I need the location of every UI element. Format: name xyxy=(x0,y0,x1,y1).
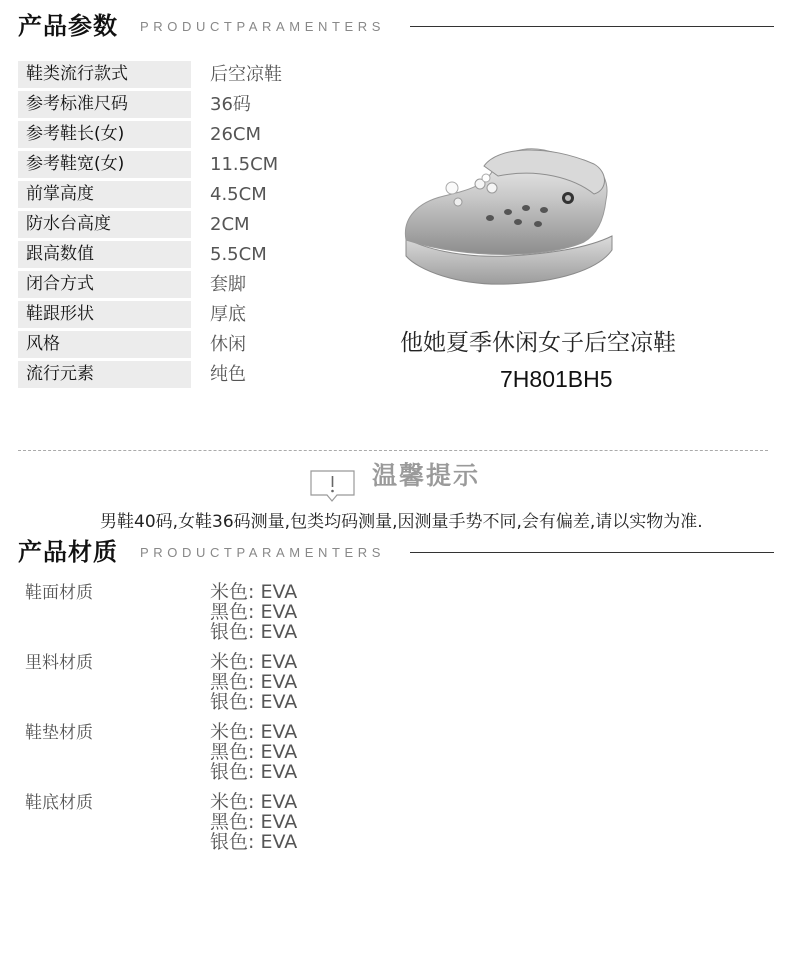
dashed-divider xyxy=(18,450,768,451)
materials-table xyxy=(18,582,438,862)
spec-value: 5.5CM xyxy=(210,244,267,265)
material-value: 米色: EVA xyxy=(210,581,298,603)
material-group xyxy=(18,582,438,652)
material-label: 鞋面材质 xyxy=(25,583,93,603)
section-divider-line xyxy=(410,26,774,27)
spec-value: 4.5CM xyxy=(210,184,267,205)
materials-section-subtitle: PRODUCTPARAMENTERS xyxy=(140,545,386,560)
params-section-subtitle: PRODUCTPARAMENTERS xyxy=(140,19,386,34)
spec-table xyxy=(18,60,318,390)
material-value: 银色: EVA xyxy=(210,621,298,643)
spec-label: 跟高数值 xyxy=(18,241,191,268)
spec-row xyxy=(18,150,318,180)
material-group xyxy=(18,722,438,792)
spec-value: 套脚 xyxy=(210,274,246,295)
material-group xyxy=(18,652,438,722)
spec-label: 参考标准尺码 xyxy=(18,91,191,118)
material-values xyxy=(210,722,297,782)
materials-section-header xyxy=(18,536,774,570)
spec-value: 2CM xyxy=(210,214,250,235)
tip-text: 男鞋40码,女鞋36码测量,包类均码测量,因测量手势不同,会有偏差,请以实物为准. xyxy=(100,512,703,532)
tip-title: 温馨提示 xyxy=(372,461,481,490)
material-value: 米色: EVA xyxy=(210,791,298,813)
spec-label: 鞋类流行款式 xyxy=(18,61,191,88)
material-label: 鞋垫材质 xyxy=(25,723,93,743)
spec-row xyxy=(18,120,318,150)
spec-label: 防水台高度 xyxy=(18,211,191,238)
params-section-title: 产品参数 xyxy=(18,12,118,40)
product-image xyxy=(398,138,623,293)
spec-value: 厚底 xyxy=(210,304,246,325)
material-value: 黑色: EVA xyxy=(210,671,298,693)
spec-row xyxy=(18,60,318,90)
material-value: 银色: EVA xyxy=(210,831,298,853)
spec-row xyxy=(18,210,318,240)
material-values xyxy=(210,792,297,852)
spec-value: 后空凉鞋 xyxy=(210,64,282,85)
material-values xyxy=(210,652,297,712)
spec-row xyxy=(18,360,318,390)
spec-value: 11.5CM xyxy=(210,154,279,175)
material-value: 黑色: EVA xyxy=(210,601,298,623)
spec-label: 鞋跟形状 xyxy=(18,301,191,328)
section-divider-line xyxy=(410,552,774,553)
spec-label: 风格 xyxy=(18,331,191,358)
spec-label: 参考鞋长(女) xyxy=(18,121,191,148)
product-code: 7H801BH5 xyxy=(500,366,613,392)
spec-row xyxy=(18,240,318,270)
spec-row xyxy=(18,90,318,120)
material-label: 里料材质 xyxy=(25,653,93,673)
material-values xyxy=(210,582,297,642)
material-value: 米色: EVA xyxy=(210,651,298,673)
material-value: 黑色: EVA xyxy=(210,811,298,833)
params-section-header xyxy=(18,10,774,44)
spec-row xyxy=(18,330,318,360)
spec-value: 36码 xyxy=(210,94,251,115)
spec-label: 参考鞋宽(女) xyxy=(18,151,191,178)
material-value: 米色: EVA xyxy=(210,721,298,743)
spec-label: 闭合方式 xyxy=(18,271,191,298)
spec-row xyxy=(18,270,318,300)
material-value: 银色: EVA xyxy=(210,691,298,713)
spec-row xyxy=(18,300,318,330)
spec-value: 休闲 xyxy=(210,334,246,355)
spec-value: 纯色 xyxy=(210,364,246,385)
materials-section-title: 产品材质 xyxy=(18,538,118,566)
spec-row xyxy=(18,180,318,210)
exclamation-speech-bubble-icon xyxy=(310,470,355,502)
material-value: 黑色: EVA xyxy=(210,741,298,763)
material-value: 银色: EVA xyxy=(210,761,298,783)
product-name: 他她夏季休闲女子后空凉鞋 xyxy=(400,330,676,356)
spec-label: 流行元素 xyxy=(18,361,191,388)
material-label: 鞋底材质 xyxy=(25,793,93,813)
spec-label: 前掌高度 xyxy=(18,181,191,208)
material-group xyxy=(18,792,438,862)
spec-value: 26CM xyxy=(210,124,262,145)
